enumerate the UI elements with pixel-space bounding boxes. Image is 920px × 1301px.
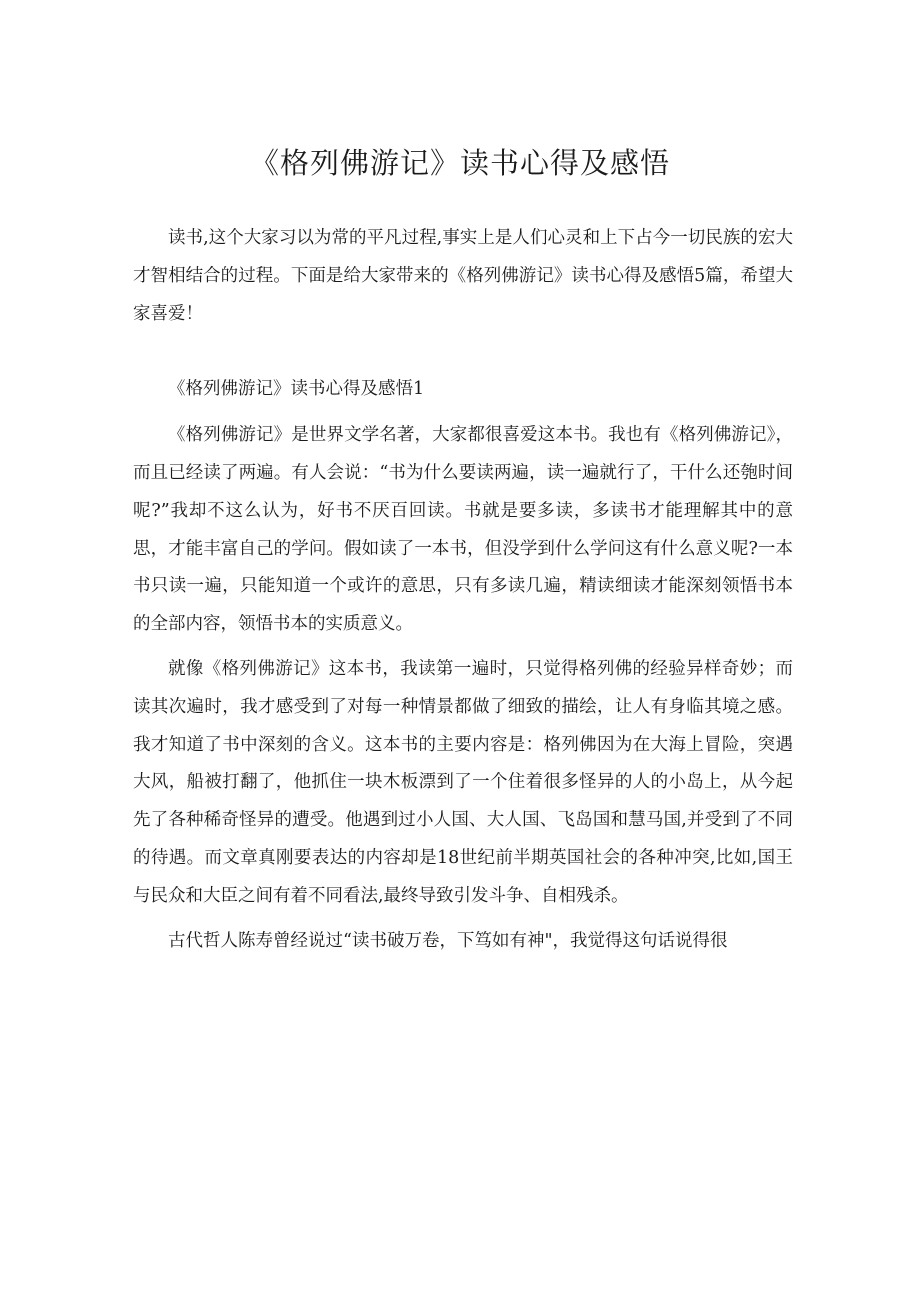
intro-paragraph: 读书,这个大家习以为常的平凡过程,事实上是人们心灵和上下占今一切民族的宏大才智相结合的过程。下面是给大家带来的《格列佛游记》读书心得及感悟5篇，希望大家喜爱！ (133, 228, 793, 324)
body-paragraph-2: 就像《格列佛游记》这本书，我读第一遍时，只觉得格列佛的经验异样奇妙；而读其次遍时，我才感受到了对每一种情景都做了细致的描绘，让人有身临其境之感。我才知道了书中深刻的含义。这本书的主要内容是：格列佛因为在大海上冒险，突遇大风，船被打翻了，他抓住一块木板漂到了一个住着很多怪异的人的小岛上，从今起先了各种稀奇怪异的遭受。他遇到过小人国、大人国、飞岛国和慧马国,并受到了不同的待遇。而文章真刚要表达的内容却是18世纪前半期英国社会的各种冲突,比如,国王与民众和大臣之间有着不同看法,最终导致引发斗争、自相残杀。 (133, 658, 793, 906)
document-body (133, 220, 793, 967)
section-heading: 《格列佛游记》读书心得及感悟1 (168, 379, 425, 400)
body-paragraph-3: 古代哲人陈寿曾经说过“读书破万卷，下笃如有神"，我觉得这句话说得很 (168, 930, 728, 951)
body-paragraph-1: 《格列佛游记》是世界文学名著，大家都很喜爱这本书。我也有《格列佛游记》，而且已经读了两遍。有人会说：“书为什么要读两遍，读一遍就行了，干什么还匏时间呢?”我却不这么认为，好书不厌百回读。书就是要多读，多读书才能理解其中的意思，才能丰富自己的学问。假如读了一本书，但没学到什么学问这有什么意义呢?一本书只读一遍，只能知道一个或许的意思，只有多读几遍，精读细读才能深刻领悟书本的全部内容，领悟书本的实质意义。 (133, 425, 793, 635)
document-title: 《格列佛游记》读书心得及感悟 (249, 146, 670, 180)
